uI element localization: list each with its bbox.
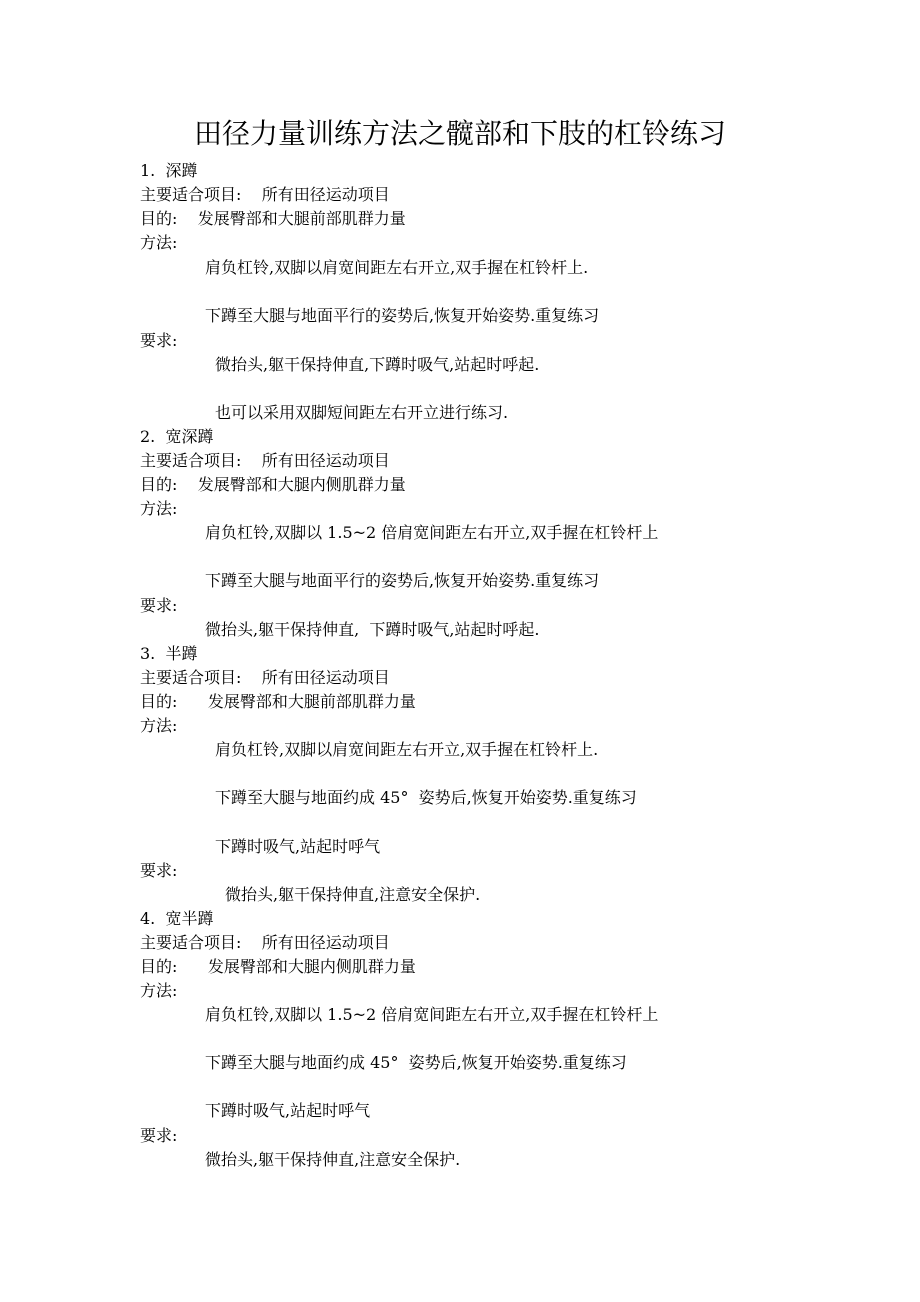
- method-label: 方法:: [140, 499, 178, 518]
- requirement-label: 要求:: [140, 331, 178, 350]
- method-line: 下蹲至大腿与地面平行的姿势后,恢复开始姿势.重复练习: [205, 306, 600, 325]
- section-heading: 3. 半蹲: [140, 644, 198, 663]
- requirement-label: 要求:: [140, 861, 178, 880]
- section-heading: 1. 深蹲: [140, 161, 198, 180]
- section-project: 主要适合项目: 所有田径运动项目: [140, 933, 390, 952]
- requirement-line: 微抬头,躯干保持伸直,下蹲时吸气,站起时呼起.: [215, 355, 540, 374]
- requirement-line: 微抬头,躯干保持伸直, 下蹲时吸气,站起时呼起.: [205, 620, 540, 639]
- method-line: 下蹲时吸气,站起时呼气: [205, 1101, 371, 1120]
- section-heading: 4. 宽半蹲: [140, 909, 214, 928]
- requirement-line: 也可以采用双脚短间距左右开立进行练习.: [215, 403, 509, 422]
- section-heading: 2. 宽深蹲: [140, 427, 214, 446]
- method-line: 下蹲时吸气,站起时呼气: [215, 837, 381, 856]
- method-label: 方法:: [140, 233, 178, 252]
- requirement-label: 要求:: [140, 596, 178, 615]
- section-purpose: 目的: 发展臀部和大腿内侧肌群力量: [140, 957, 416, 976]
- method-line: 下蹲至大腿与地面平行的姿势后,恢复开始姿势.重复练习: [205, 571, 600, 590]
- section-project: 主要适合项目: 所有田径运动项目: [140, 668, 390, 687]
- method-line: 肩负杠铃,双脚以 1.5~2 倍肩宽间距左右开立,双手握在杠铃杆上: [205, 523, 659, 542]
- method-line: 肩负杠铃,双脚以 1.5~2 倍肩宽间距左右开立,双手握在杠铃杆上: [205, 1005, 659, 1024]
- section-purpose: 目的: 发展臀部和大腿内侧肌群力量: [140, 475, 406, 494]
- requirement-line: 微抬头,躯干保持伸直,注意安全保护.: [225, 885, 481, 904]
- section-purpose: 目的: 发展臀部和大腿前部肌群力量: [140, 209, 406, 228]
- method-label: 方法:: [140, 981, 178, 1000]
- method-line: 肩负杠铃,双脚以肩宽间距左右开立,双手握在杠铃杆上.: [205, 258, 589, 277]
- method-line: 下蹲至大腿与地面约成 45° 姿势后,恢复开始姿势.重复练习: [205, 1053, 627, 1072]
- requirement-label: 要求:: [140, 1126, 178, 1145]
- section-project: 主要适合项目: 所有田径运动项目: [140, 451, 390, 470]
- section-project: 主要适合项目: 所有田径运动项目: [140, 185, 390, 204]
- method-line: 肩负杠铃,双脚以肩宽间距左右开立,双手握在杠铃杆上.: [215, 740, 599, 759]
- section-purpose: 目的: 发展臀部和大腿前部肌群力量: [140, 692, 416, 711]
- method-label: 方法:: [140, 716, 178, 735]
- requirement-line: 微抬头,躯干保持伸直,注意安全保护.: [205, 1150, 461, 1169]
- page-title: 田径力量训练方法之髋部和下肢的杠铃练习: [193, 117, 726, 150]
- method-line: 下蹲至大腿与地面约成 45° 姿势后,恢复开始姿势.重复练习: [215, 788, 637, 807]
